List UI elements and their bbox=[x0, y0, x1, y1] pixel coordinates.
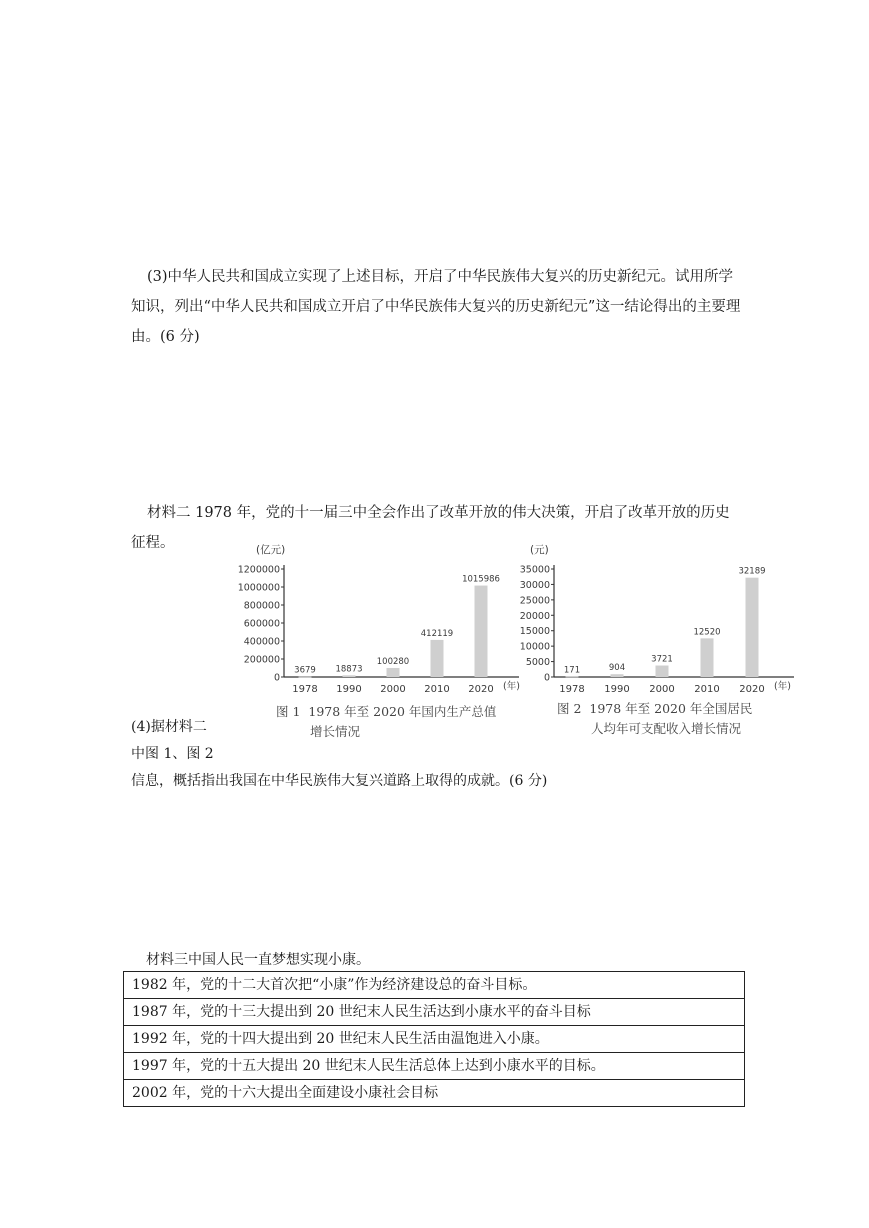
table-cell: 2002 年，党的十六大提出全面建设小康社会目标 bbox=[124, 1080, 745, 1107]
bar bbox=[387, 668, 400, 677]
x-tick-label: 1978 bbox=[292, 684, 318, 695]
figure-2-caption-line1: 1978 年至 2020 年全国居民 bbox=[589, 701, 753, 716]
figure-1-number: 图 1 bbox=[276, 704, 301, 719]
bar-value-label: 18873 bbox=[335, 664, 363, 675]
bar-value-label: 1015986 bbox=[462, 574, 500, 585]
bar bbox=[299, 677, 312, 678]
income-bar-chart bbox=[510, 538, 810, 698]
y-tick-label: 35000 bbox=[519, 564, 550, 576]
gdp-bar-chart bbox=[237, 538, 530, 698]
x-tick-label: 2000 bbox=[649, 684, 675, 695]
table-row bbox=[124, 1026, 745, 1053]
x-tick-label: 1990 bbox=[604, 684, 630, 695]
y-tick-label: 1200000 bbox=[237, 564, 280, 576]
bar bbox=[611, 674, 624, 677]
x-tick-label: 2010 bbox=[424, 684, 450, 695]
y-tick-label: 400000 bbox=[243, 636, 280, 648]
xiaokang-timeline-table bbox=[123, 971, 745, 1107]
table-cell: 1987 年，党的十三大提出到 20 世纪末人民生活达到小康水平的奋斗目标 bbox=[124, 999, 745, 1026]
bar bbox=[343, 675, 356, 677]
y-unit-label: (亿元) bbox=[256, 544, 286, 556]
bar-value-label: 3679 bbox=[294, 665, 316, 676]
y-tick-label: 600000 bbox=[243, 618, 280, 630]
bar-value-label: 171 bbox=[563, 665, 581, 676]
y-tick-label: 30000 bbox=[519, 579, 550, 591]
x-tick-label: 1978 bbox=[559, 684, 585, 695]
figure-2-caption bbox=[557, 699, 817, 739]
figure-1-caption-line2: 增长情况 bbox=[310, 724, 361, 739]
figure-1-caption-line1: 1978 年至 2020 年国内生产总值 bbox=[308, 704, 497, 719]
x-unit-label: (年) bbox=[503, 681, 520, 692]
bar-value-label: 100280 bbox=[376, 656, 410, 667]
y-tick-label: 0 bbox=[273, 672, 280, 684]
question-4-block bbox=[131, 714, 291, 768]
table-row bbox=[124, 1080, 745, 1107]
table-row bbox=[124, 972, 745, 999]
y-tick-label: 20000 bbox=[519, 610, 550, 622]
figure-1-caption bbox=[276, 702, 536, 742]
y-tick-label: 5000 bbox=[525, 657, 550, 669]
x-tick-label: 2010 bbox=[694, 684, 720, 695]
question-4-line1: (4)据材料二 bbox=[131, 719, 207, 735]
y-tick-label: 800000 bbox=[243, 600, 280, 612]
y-tick-label: 10000 bbox=[519, 641, 550, 653]
x-tick-label: 2000 bbox=[380, 684, 406, 695]
x-tick-label: 2020 bbox=[468, 684, 494, 695]
bar-value-label: 32189 bbox=[738, 566, 766, 577]
bar-value-label: 12520 bbox=[693, 627, 721, 638]
question-4-line3: 信息，概括指出我国在中华民族伟大复兴道路上取得的成就。(6 分) bbox=[131, 773, 548, 789]
x-tick-label: 1990 bbox=[336, 684, 362, 695]
bar-value-label: 904 bbox=[608, 663, 626, 674]
figure-2-number: 图 2 bbox=[557, 701, 582, 716]
table-row bbox=[124, 1053, 745, 1080]
y-unit-label: (元) bbox=[530, 544, 549, 556]
bar bbox=[701, 638, 714, 677]
x-unit-label: (年) bbox=[774, 681, 791, 692]
y-tick-label: 0 bbox=[543, 672, 550, 684]
material-2-text: 材料二 1978 年，党的十一届三中全会作出了改革开放的伟大决策，开启了改革开放的历史征程。 bbox=[131, 505, 730, 551]
table-cell: 1997 年，党的十五大提出 20 世纪末人民生活总体上达到小康水平的目标。 bbox=[124, 1053, 745, 1080]
y-tick-label: 25000 bbox=[519, 595, 550, 607]
table-cell: 1992 年，党的十四大提出到 20 世纪末人民生活由温饱进入小康。 bbox=[124, 1026, 745, 1053]
bar bbox=[431, 640, 444, 677]
y-tick-label: 15000 bbox=[519, 626, 550, 638]
material-3-intro: 材料三中国人民一直梦想实现小康。 bbox=[146, 952, 370, 968]
table-row bbox=[124, 999, 745, 1026]
y-tick-label: 200000 bbox=[243, 654, 280, 666]
bar bbox=[656, 666, 669, 677]
question-3-text: (3)中华人民共和国成立实现了上述目标，开启了中华民族伟大复兴的历史新纪元。试用所学知识，列出“中华人民共和国成立开启了中华民族伟大复兴的历史新纪元”这一结论得出的主要理由。(6 分) bbox=[131, 269, 741, 345]
bar bbox=[566, 676, 579, 677]
bar-value-label: 412119 bbox=[420, 628, 454, 639]
x-tick-label: 2020 bbox=[739, 684, 765, 695]
question-4-line2: 中图 1、图 2 bbox=[131, 746, 214, 762]
figure-2-caption-line2: 人均年可支配收入增长情况 bbox=[591, 721, 742, 736]
y-tick-label: 1000000 bbox=[237, 582, 280, 594]
bar-value-label: 3721 bbox=[651, 654, 673, 665]
bar bbox=[746, 578, 759, 677]
bar bbox=[475, 586, 488, 677]
table-cell: 1982 年，党的十二大首次把“小康”作为经济建设总的奋斗目标。 bbox=[124, 972, 745, 999]
